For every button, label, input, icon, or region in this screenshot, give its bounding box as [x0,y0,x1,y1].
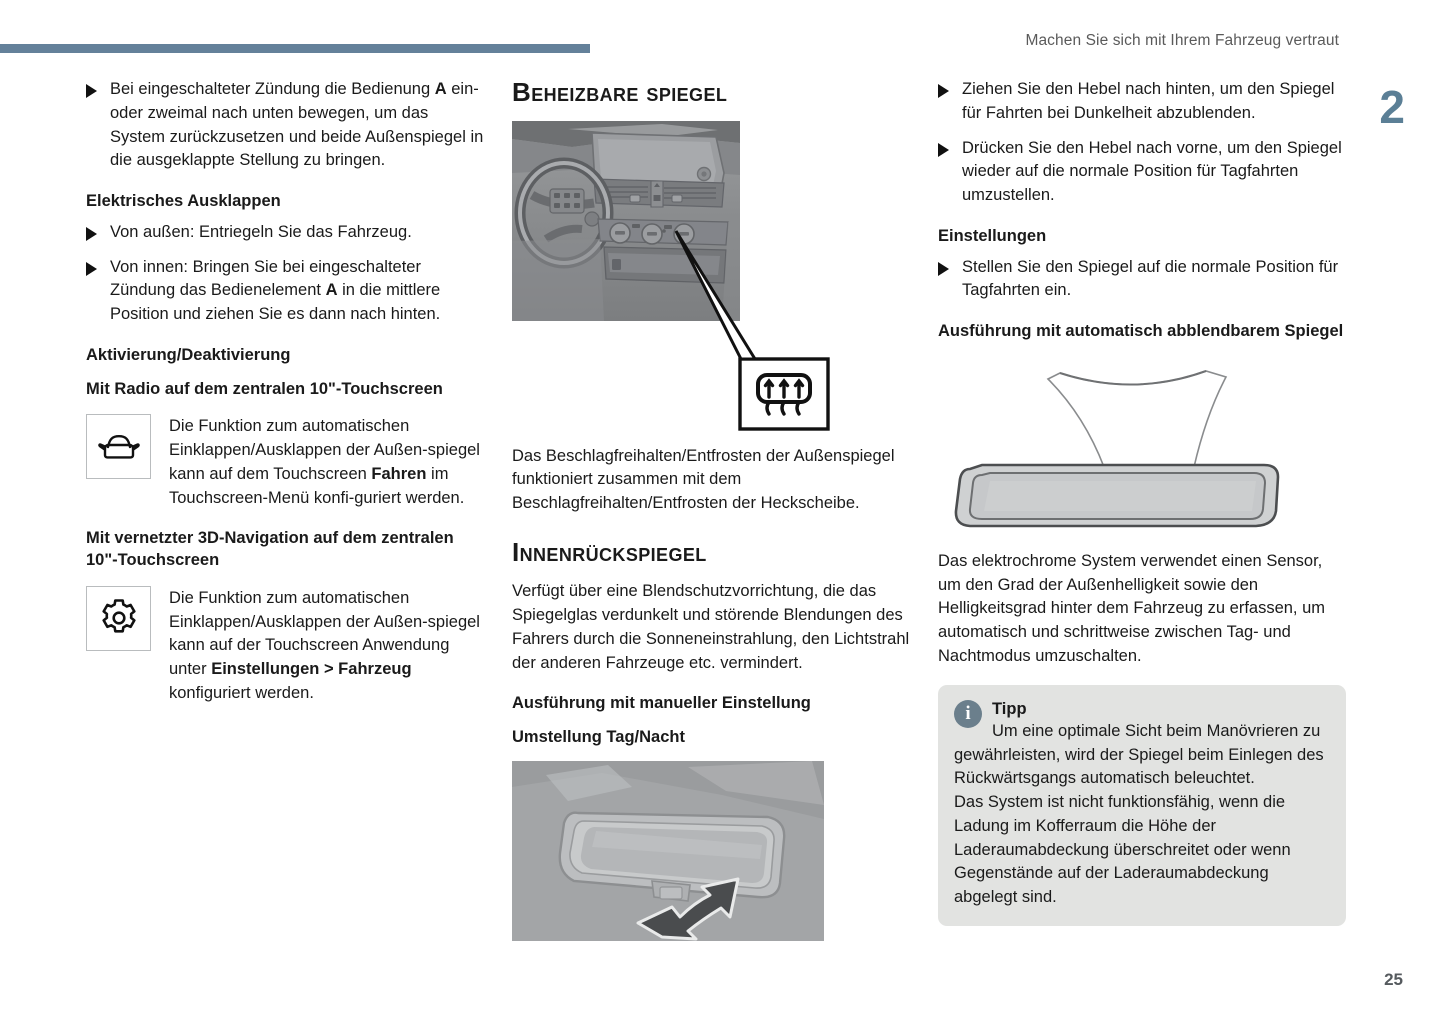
heading-einstellungen: Einstellungen [938,226,1047,245]
list-item [938,78,1346,126]
triangle-bullet-icon [86,227,97,241]
list-item-text: Von innen: Bringen Sie bei eingeschalteter Zündung das Bedienelement A in die mittlere Position und ziehen Sie es dann nach hinten. [110,257,441,324]
heading-elektrisches-ausklappen: Elektrisches Ausklappen [86,192,281,210]
list-item [86,78,486,173]
tip-paragraph-2: Das System ist nicht funktionsfähig, wenn die Ladung im Kofferraum die Höhe der Laderaumabdeckung überschreitet oder wenn Gegenstände auf der Laderaumabdeckung abgelegt sind. [954,793,1291,907]
page-number: 25 [1384,970,1403,989]
triangle-bullet-icon [938,84,949,98]
list-item [86,221,486,245]
heading-mit-vernetzter-navigation: Mit vernetzter 3D-Navigation auf dem zentralen 10"-Touchscreen [86,529,454,570]
list-item-text: Bei eingeschalteter Zündung die Bedienung A ein- oder zweimal nach unten bewegen, um das System zurückzusetzen und beide Außenspiegel in die ausgeklappte Stellung zu bringen. [110,80,484,170]
heading-beheizbare-spiegel: Beheizbare spiegel [512,77,728,107]
chapter-number: 2 [1379,81,1405,133]
heading-umstellung-tag-nacht: Umstellung Tag/Nacht [512,728,685,747]
list-item-text: Drücken Sie den Hebel nach vorne, um den Spiegel wieder auf die normale Position für Tagfahrten umzustellen. [962,138,1342,204]
list-item [938,256,1346,304]
page-columns [0,78,1445,978]
list-item-text: Stellen Sie den Spiegel auf die normale Position für Tagfahrten ein. [962,257,1339,300]
note-navigation-text: Die Funktion zum automatischen Einklappen/Ausklappen der Außen-spiegel kann auf der Touchscreen Anwendung unter Einstellungen > Fahrzeug konfiguriert werden. [169,588,480,702]
heading-ausfuehrung-manuell: Ausführung mit manueller Einstellung [512,694,811,713]
list-item [86,256,486,327]
triangle-bullet-icon [938,262,949,276]
gear-icon [86,586,151,651]
paragraph-blendschutz: Verfügt über eine Blendschutzvorrichtung, die das Spiegelglas verdunkelt und störende Blendungen des Fahrers durch die Sonneneinstrahlung, den Lichtstrahl der anderen Fahrzeuge etc. vermindert. [512,582,910,672]
triangle-bullet-icon [86,84,97,98]
heading-aktivierung-deaktivierung: Aktivierung/Deaktivierung [86,345,291,364]
running-header-title: Machen Sie sich mit Ihrem Fahrzeug vertraut [1025,32,1339,49]
interior-mirror-photo [512,761,926,941]
triangle-bullet-icon [86,262,97,276]
info-icon: i [954,700,982,728]
tip-line-1: Um eine optimale Sicht beim Manövrieren zu gewährleisten, wird der Spiegel beim Einlegen des Rückwärtsgangs automatisch beleuchtet. [954,721,1324,788]
tip-callout [938,685,1346,926]
heading-mit-radio: Mit Radio auf dem zentralen 10"-Touchscreen [86,379,443,398]
car-front-icon [86,414,151,479]
paragraph-demist: Das Beschlagfreihalten/Entfrosten der Außenspiegel funktioniert zusammen mit dem Beschlagfreihalten/Entfrosten der Heckscheibe. [512,446,895,513]
column-left [86,78,486,712]
header-rule [0,44,590,53]
note-radio-text: Die Funktion zum automatischen Einklappen/Ausklappen der Außen-spiegel kann auf dem Touchscreen Fahren im Touchscreen-Menü konfi-guriert werden. [169,417,480,507]
heading-ausfuehrung-automatisch: Ausführung mit automatisch abblendbarem Spiegel [938,322,1344,341]
triangle-bullet-icon [938,143,949,157]
list-item [938,137,1346,208]
tip-title: Tipp [992,699,1027,718]
note-radio-touchscreen [86,414,486,510]
dashboard-photo [512,121,926,431]
column-right [938,78,1346,926]
tip-paragraph-1 [954,720,1330,791]
list-item-text: Von außen: Entriegeln Sie das Fahrzeug. [110,222,412,241]
column-middle [512,78,926,955]
note-navigation-touchscreen [86,586,486,706]
heading-innenrueckspiegel: Innenrückspiegel [512,536,707,567]
list-item-text: Ziehen Sie den Hebel nach hinten, um den Spiegel für Fahrten bei Dunkelheit abzublenden. [962,80,1335,122]
auto-dimming-mirror-diagram [938,351,1346,536]
paragraph-elektrochrom: Das elektrochrome System verwendet einen Sensor, um den Grad der Außenhelligkeit sowie den Helligkeitsgrad hinter dem Fahrzeug zu erfassen, um automatisch und schrittweise zwischen Tag- und Nachtmodus umzuschalten. [938,551,1326,665]
